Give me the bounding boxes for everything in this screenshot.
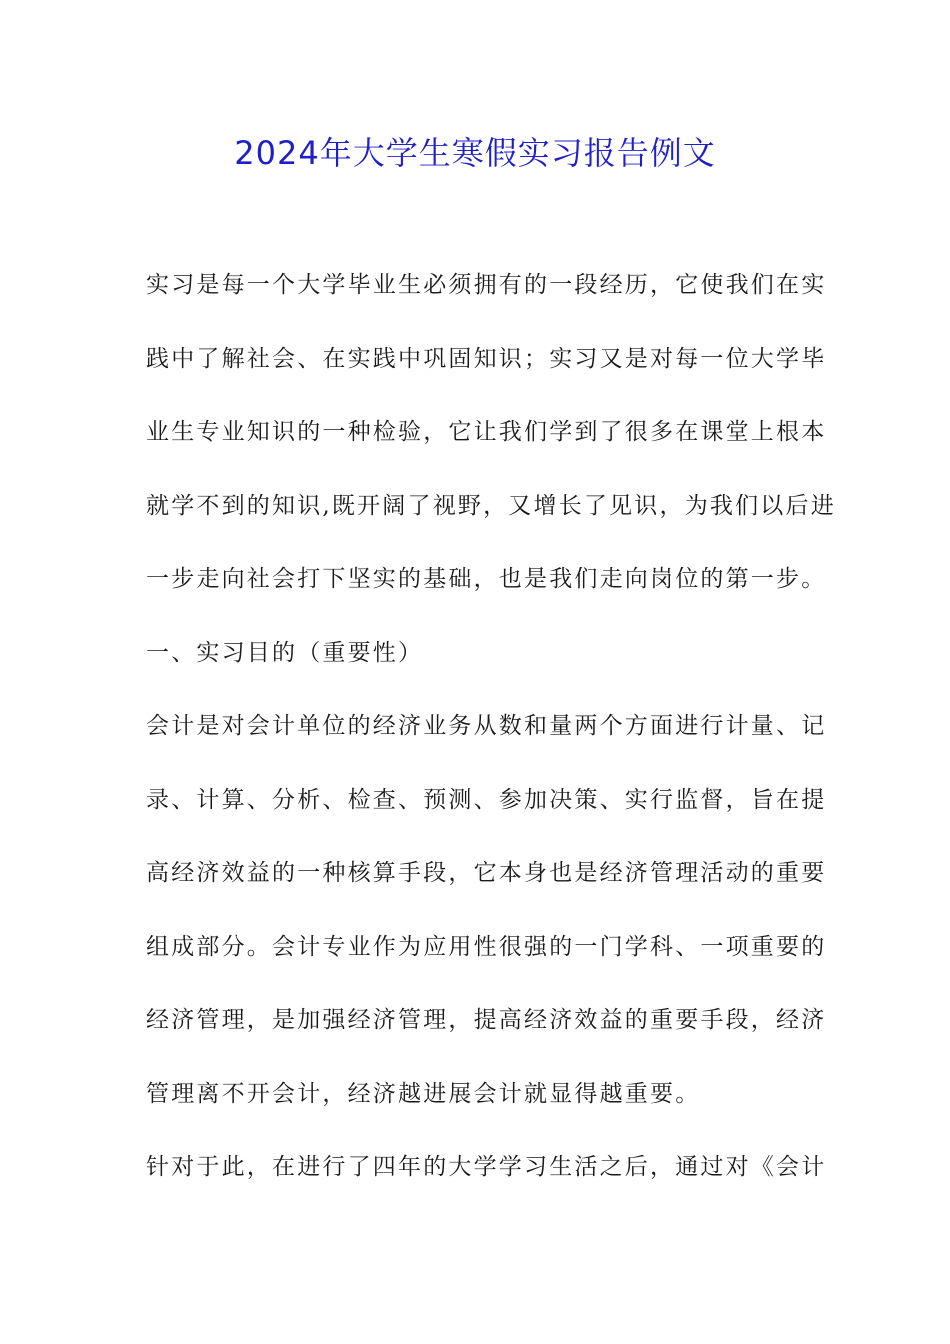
- text-line: 管理离不开会计，经济越进展会计就显得越重要。: [146, 1080, 701, 1107]
- text-line: 高经济效益的一种核算手段，它本身也是经济管理活动的重要: [146, 860, 827, 886]
- section-heading: 一、实习目的（重要性）: [146, 639, 424, 666]
- document-body: [146, 260, 836, 1216]
- text-line: 践中了解社会、在实践中巩固知识；实习又是对每一位大学毕: [146, 345, 827, 372]
- text-line: 一步走向社会打下坚实的基础，也是我们走向岗位的第一步。: [146, 566, 827, 592]
- document-title: 2024年大学生寒假实习报告例文: [234, 134, 716, 172]
- text-line: 组成部分。会计专业作为应用性很强的一门学科、一项重要的: [146, 933, 827, 960]
- text-line: 会计是对会计单位的经济业务从数和量两个方面进行计量、记: [146, 713, 827, 739]
- text-line: 实习是每一个大学毕业生必须拥有的一段经历，它使我们在实: [146, 272, 827, 298]
- text-line: 录、计算、分析、检查、预测、参加决策、实行监督，旨在提: [146, 786, 827, 813]
- text-line: 针对于此，在进行了四年的大学学习生活之后，通过对《会计: [146, 1154, 827, 1180]
- text-line: 就学不到的知识,既开阔了视野，又增长了见识，为我们以后进: [146, 492, 836, 519]
- text-line: 经济管理，是加强经济管理，提高经济效益的重要手段，经济: [146, 1007, 827, 1033]
- text-line: 业生专业知识的一种检验，它让我们学到了很多在课堂上根本: [146, 419, 827, 445]
